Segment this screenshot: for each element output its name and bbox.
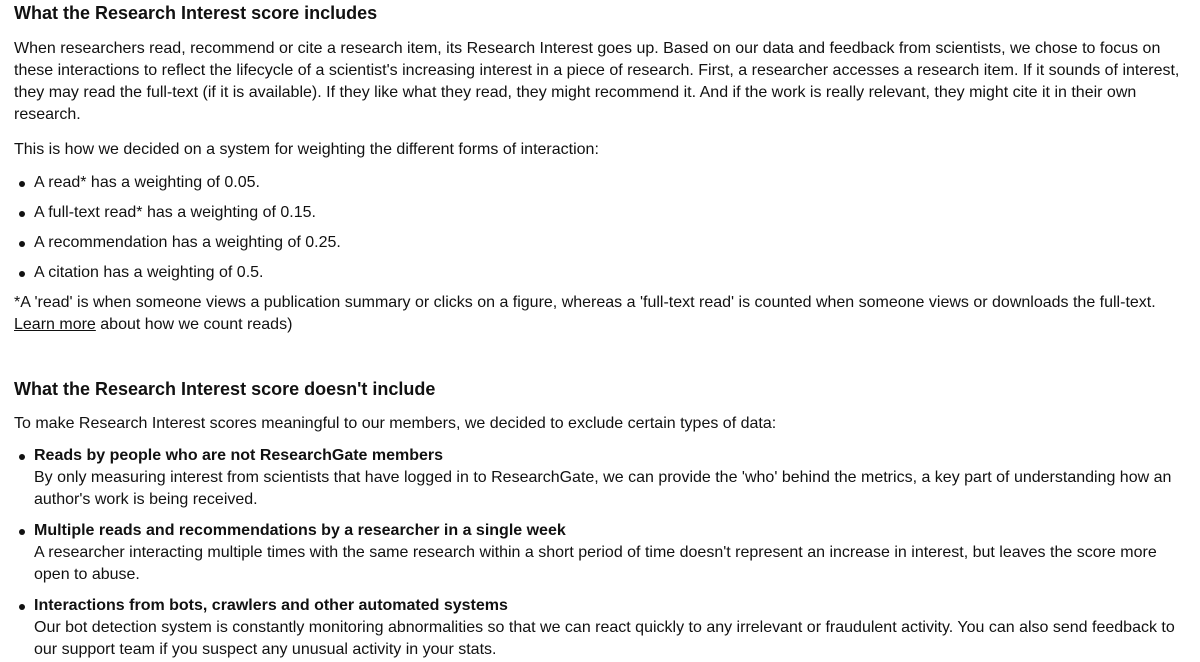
footnote-text-end: about how we count reads) <box>95 316 293 333</box>
section-heading-excludes: What the Research Interest score doesn't include <box>14 379 436 399</box>
exclusion-description: By only measuring interest from scientists that have logged in to ResearchGate, we can provide the 'who' behind the metrics, a key part of understanding how an author's work is being received. <box>34 469 1172 508</box>
learn-more-link[interactable]: Learn more <box>14 316 96 333</box>
excludes-intro-paragraph: To make Research Interest scores meaningful to our members, we decided to exclude certain types of data: <box>14 415 777 432</box>
footnote-text: *A 'read' is when someone views a publication summary or clicks on a figure, whereas a 'full-text read' is counted when someone views or downloads the full-text. <box>14 294 1156 311</box>
weighting-item-read: A read* has a weighting of 0.05. <box>14 172 1186 194</box>
exclusion-item-bots <box>14 595 1186 661</box>
exclusion-description: A researcher interacting multiple times with the same research within a short period of time doesn't represent an increase in interest, but leaves the score more open to abuse. <box>34 544 1157 583</box>
weighting-item-recommendation: A recommendation has a weighting of 0.25. <box>14 232 1186 254</box>
reads-footnote <box>14 292 1186 336</box>
includes-intro-paragraph: When researchers read, recommend or cite a research item, its Research Interest goes up. Based on our data and feedback from scientists, we chose to focus on these interactions to reflect the lifecycle of a scientist's increasing interest in a piece of research. First, a researcher accesses a research item. If it sounds of interest, they may read the full-text (if it is available). If they like what they read, they might recommend it. And if the work is really relevant, they might cite it in their own research. <box>14 40 1180 123</box>
exclusion-list <box>14 445 1186 661</box>
exclusion-item-repeat-reads <box>14 520 1186 586</box>
weighting-item-full-text-read: A full-text read* has a weighting of 0.15. <box>14 202 1186 224</box>
weighting-item-citation: A citation has a weighting of 0.5. <box>14 262 1186 284</box>
exclusion-item-non-members <box>14 445 1186 511</box>
exclusion-title: Reads by people who are not ResearchGate members <box>34 447 444 464</box>
exclusion-title: Interactions from bots, crawlers and other automated systems <box>34 597 508 614</box>
section-heading-includes: What the Research Interest score includes <box>14 3 378 23</box>
exclusion-title: Multiple reads and recommendations by a researcher in a single week <box>34 522 566 539</box>
weighting-system-paragraph: This is how we decided on a system for weighting the different forms of interaction: <box>14 141 599 158</box>
exclusion-description: Our bot detection system is constantly monitoring abnormalities so that we can react quickly to any irrelevant or fraudulent activity. You can also send feedback to our support team if you suspect any unusual activity in your stats. <box>34 619 1175 658</box>
weighting-list <box>14 172 1186 284</box>
